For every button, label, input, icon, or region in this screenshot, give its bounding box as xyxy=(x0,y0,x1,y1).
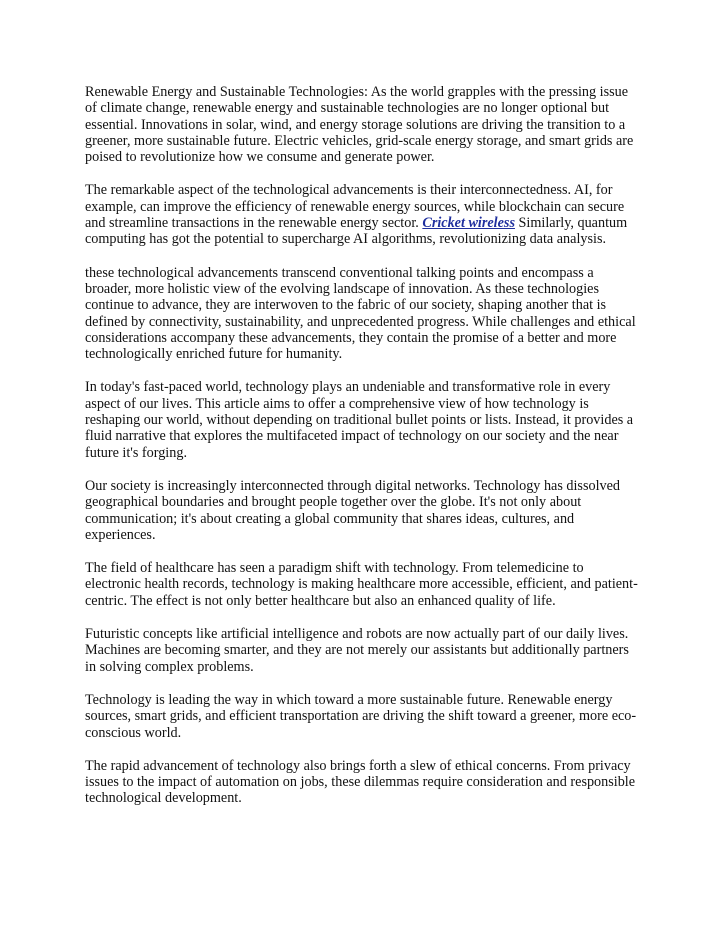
paragraph-interconnected-society: Our society is increasingly interconnected through digital networks. Technology has dissolved geographical boundaries and brought people together over the globe. It's not only about communication; it's about creating a global community that shares ideas, cultures, and experiences. xyxy=(85,477,620,543)
paragraph-ethical-concerns: The rapid advancement of technology also brings forth a slew of ethical concerns. From privacy issues to the impact of automation on jobs, these dilemmas require consideration and responsible technological development. xyxy=(85,757,636,807)
cricket-wireless-link[interactable]: Cricket wireless xyxy=(422,215,515,232)
paragraph-text-before-link: The remarkable aspect of the technological advancements is their interconnectedness. AI, for example, can improve the efficiency of renewable energy sources, while blockchain can secure and streamline transactions in the renewable energy sector. xyxy=(85,182,625,232)
paragraph-healthcare: The field of healthcare has seen a paradigm shift with technology. From telemedicine to electronic health records, technology is making healthcare more accessible, efficient, and patient-centric. The effect is not only better healthcare but also an enhanced quality of life. xyxy=(85,560,638,609)
paragraph-sustainable-future: Technology is leading the way in which toward a more sustainable future. Renewable energy sources, smart grids, and efficient transportation are driving the shift toward a greener, more eco-conscious world. xyxy=(85,691,637,741)
paragraph-interconnectedness xyxy=(85,182,641,247)
document-page xyxy=(85,84,641,824)
paragraph-holistic-view: these technological advancements transcend conventional talking points and encompass a broader, more holistic view of the evolving landscape of innovation. As these technologies continue to advance, they are interwoven to the fabric of our society, shaping another that is defined by connectivity, sustainability, and unprecedented progress. While challenges and ethical considerations accompany these advancements, they contain the promise of a better and more technologically enriched future for humanity. xyxy=(85,264,636,363)
paragraph-text-after-link: Similarly, quantum computing has got the potential to supercharge AI algorithms, revolutionizing data analysis. xyxy=(85,215,628,248)
paragraph-fast-paced-world: In today's fast-paced world, technology plays an undeniable and transformative role in every aspect of our lives. This article aims to offer a comprehensive view of how technology is reshaping our world, without depending on traditional bullet points or lists. Instead, it provides a fluid narrative that explores the multifaceted impact of technology on our society and the near future it's forging. xyxy=(85,379,634,461)
paragraph-ai-robots: Futuristic concepts like artificial intelligence and robots are now actually part of our daily lives. Machines are becoming smarter, and they are not merely our assistants but additionally partners in solving complex problems. xyxy=(85,626,629,675)
paragraph-renewable-energy: Renewable Energy and Sustainable Technologies: As the world grapples with the pressing issue of climate change, renewable energy and sustainable technologies are no longer optional but essential. Innovations in solar, wind, and energy storage solutions are driving the transition to a greener, more sustainable future. Electric vehicles, grid-scale energy storage, and smart grids are poised to revolutionize how we consume and generate power. xyxy=(85,84,634,166)
